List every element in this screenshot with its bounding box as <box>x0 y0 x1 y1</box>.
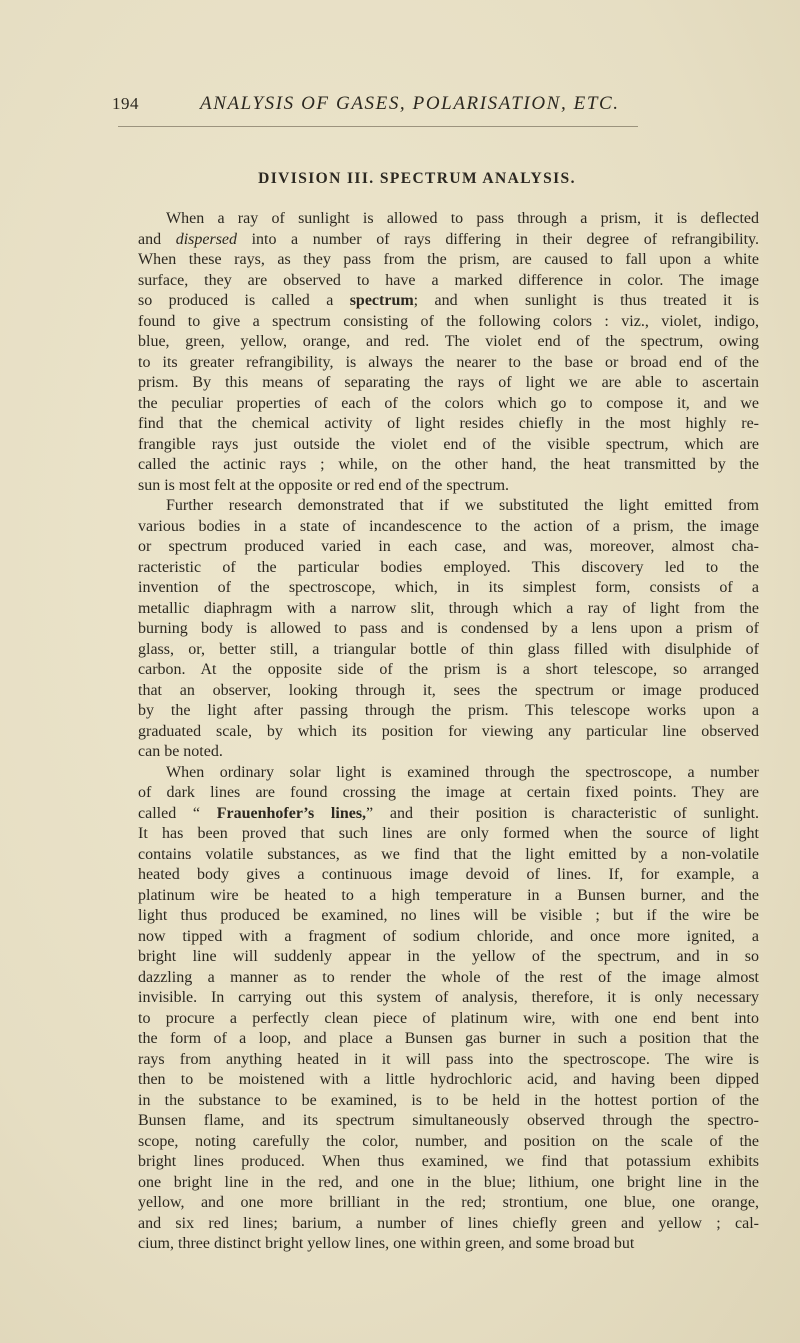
text-line: prism. By this means of separating the rays of light we are able to ascertain <box>138 374 759 391</box>
paragraph <box>138 763 759 1255</box>
text-line: cium, three distinct bright yellow lines, one within green, and some broad but <box>138 1235 635 1252</box>
text-line: When these rays, as they pass from the prism, are caused to fall upon a white <box>138 251 759 268</box>
text-line: to its greater refrangibility, is always the nearer to the base or broad end of the <box>138 353 759 371</box>
text-line: or spectrum produced varied in each case, and was, moreover, almost cha- <box>138 538 759 555</box>
text-line: carbon. At the opposite side of the prism is a short telescope, so arranged <box>138 661 759 678</box>
text-line: When ordinary solar light is examined through the spectroscope, a number <box>166 763 759 781</box>
text-line: bright line will suddenly appear in the yellow of the spectrum, and in so <box>138 948 759 965</box>
header-rule <box>118 126 638 127</box>
body-text <box>138 209 759 1255</box>
text-line: found to give a spectrum consisting of the following colors : viz., violet, indigo, <box>138 312 759 330</box>
text-line: now tipped with a fragment of sodium chloride, and once more ignited, a <box>138 927 759 945</box>
text-line: rays from anything heated in it will pass into the spectroscope. The wire is <box>138 1050 759 1068</box>
text-line: invention of the spectroscope, which, in its simplest form, consists of a <box>138 579 759 596</box>
text-line: dazzling a manner as to render the whole of the rest of the image almost <box>138 968 759 986</box>
text-line: blue, green, yellow, orange, and red. The violet end of the spectrum, owing <box>138 333 759 350</box>
text-line: scope, noting carefully the color, number, and position on the scale of the <box>138 1132 759 1150</box>
text-line: so produced is called a spectrum; and when sunlight is thus treated it is <box>138 292 759 309</box>
text-line: racteristic of the particular bodies employed. This discovery led to the <box>138 558 759 576</box>
text-line: called “ Frauenhofer’s lines,” and their position is characteristic of sunlight. <box>138 804 760 822</box>
text-line: burning body is allowed to pass and is condensed by a lens upon a prism of <box>138 620 759 637</box>
text-line: sun is most felt at the opposite or red end of the spectrum. <box>138 476 510 494</box>
text-line: the peculiar properties of each of the colors which go to compose it, and we <box>138 394 759 412</box>
text-line: and six red lines; barium, a number of lines chiefly green and yellow ; cal- <box>138 1214 759 1232</box>
text-line: yellow, and one more brilliant in the red; strontium, one blue, one orange, <box>138 1194 759 1211</box>
text-line: the form of a loop, and place a Bunsen gas burner in such a position that the <box>138 1030 759 1047</box>
text-line: by the light after passing through the prism. This telescope works upon a <box>138 702 759 719</box>
text-line: and dispersed into a number of rays differing in their degree of refrangibility. <box>138 230 760 248</box>
text-line: graduated scale, by which its position for viewing any particular line observed <box>138 722 759 740</box>
text-line: frangible rays just outside the violet end of the visible spectrum, which are <box>138 435 759 453</box>
text-line: can be noted. <box>138 743 223 760</box>
text-line: that an observer, looking through it, sees the spectrum or image produced <box>138 681 759 699</box>
text-line: light thus produced be examined, no lines will be visible ; but if the wire be <box>138 907 759 924</box>
text-line: various bodies in a state of incandescence to the action of a prism, the image <box>138 517 759 535</box>
division-heading: DIVISION III. SPECTRUM ANALYSIS. <box>258 170 576 187</box>
text-line: Bunsen flame, and its spectrum simultaneously observed through the spectro- <box>138 1112 759 1129</box>
text-line: glass, or, better still, a triangular bottle of thin glass filled with disulphide of <box>138 640 759 658</box>
text-line: platinum wire be heated to a high temperature in a Bunsen burner, and the <box>138 886 759 904</box>
paragraph <box>138 496 759 763</box>
text-line: to procure a perfectly clean piece of platinum wire, with one end bent into <box>138 1009 759 1027</box>
page-number: 194 <box>112 94 139 113</box>
text-line: invisible. In carrying out this system of analysis, therefore, it is only necessary <box>138 989 759 1006</box>
text-line: find that the chemical activity of light resides chiefly in the most highly re- <box>138 415 759 432</box>
text-line: Further research demonstrated that if we substituted the light emitted from <box>166 497 759 514</box>
text-line: one bright line in the red, and one in the blue; lithium, one bright line in the <box>138 1173 759 1191</box>
text-line: It has been proved that such lines are only formed when the source of light <box>138 825 759 842</box>
text-line: in the substance to be examined, is to be held in the hottest portion of the <box>138 1091 759 1109</box>
text-line: then to be moistened with a little hydrochloric acid, and having been dipped <box>138 1071 759 1088</box>
running-title: ANALYSIS OF GASES, POLARISATION, ETC. <box>200 93 620 114</box>
text-line: contains volatile substances, as we find that the light emitted by a non-volatile <box>138 845 759 863</box>
paragraph <box>138 209 759 496</box>
text-line: of dark lines are found crossing the image at certain fixed points. They are <box>138 784 759 801</box>
text-line: called the actinic rays ; while, on the other hand, the heat transmitted by the <box>138 456 759 473</box>
text-line: heated body gives a continuous image devoid of lines. If, for example, a <box>138 866 759 883</box>
text-line: metallic diaphragm with a narrow slit, through which a ray of light from the <box>138 599 759 617</box>
running-head <box>112 94 752 124</box>
text-line: When a ray of sunlight is allowed to pass through a prism, it is deflected <box>166 210 759 227</box>
text-line: surface, they are observed to have a marked difference in color. The image <box>138 271 759 289</box>
text-line: bright lines produced. When thus examined, we find that potassium exhibits <box>138 1153 759 1170</box>
